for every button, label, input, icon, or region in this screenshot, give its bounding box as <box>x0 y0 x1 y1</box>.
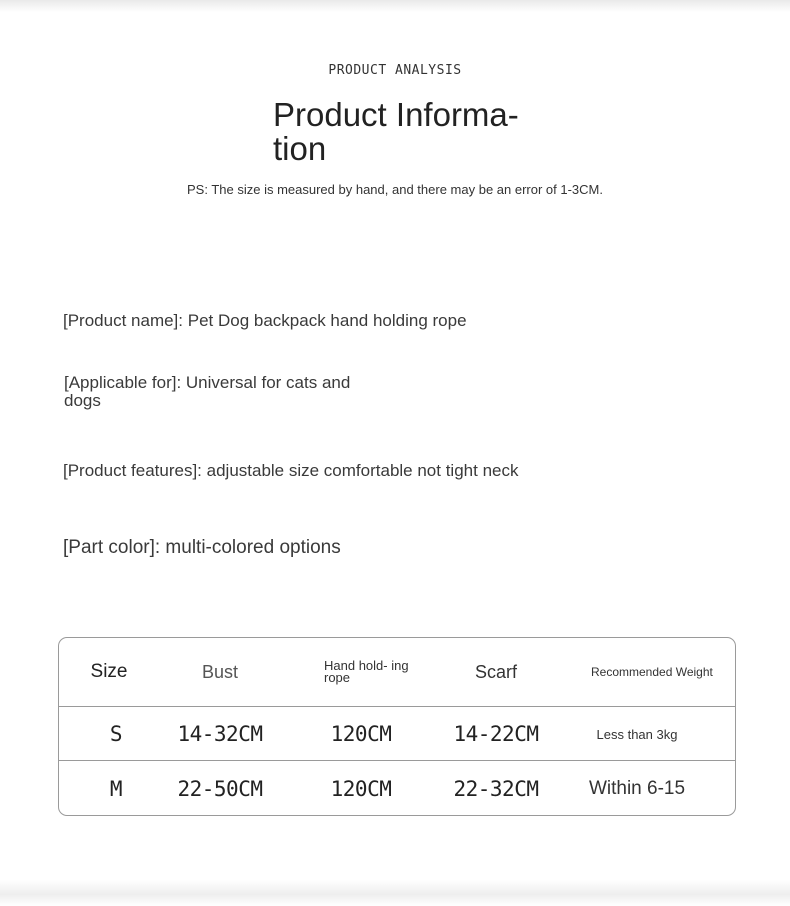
header-recommended-weight: Recommended Weight <box>591 664 713 679</box>
spec-product-features: [Product features]: adjustable size comfortable not tight neck <box>63 461 519 480</box>
table-header-row <box>59 638 735 706</box>
cell-rope: 120CM <box>330 776 392 801</box>
bottom-shadow <box>0 880 790 906</box>
cell-size: M <box>109 776 123 801</box>
spec-applicable-for: [Applicable for]: Universal for cats and dogs <box>64 373 351 410</box>
cell-bust: 14-32CM <box>177 722 263 746</box>
table-row <box>59 760 735 816</box>
header-scarf: Scarf <box>474 661 517 682</box>
spec-part-color: [Part color]: multi-colored options <box>63 537 341 558</box>
cell-scarf: 14-22CM <box>453 722 539 746</box>
table-row <box>59 706 735 761</box>
top-shadow <box>0 0 790 12</box>
header-bust: Bust <box>201 661 239 682</box>
cell-weight: Within 6-15 <box>588 777 686 799</box>
cell-rope: 120CM <box>330 722 392 746</box>
cell-bust: 22-50CM <box>177 776 263 801</box>
cell-weight: Less than 3kg <box>596 726 678 742</box>
cell-size: S <box>109 722 123 746</box>
cell-scarf: 22-32CM <box>453 776 539 801</box>
spec-product-name: [Product name]: Pet Dog backpack hand holding rope <box>63 311 467 330</box>
header-hand-holding-rope: Hand hold- ing rope <box>324 658 409 685</box>
header-size: Size <box>90 661 128 682</box>
page-title: Product Informa- tion <box>273 96 519 167</box>
size-table <box>58 637 736 816</box>
measurement-note: PS: The size is measured by hand, and there may be an error of 1-3CM. <box>187 182 603 197</box>
section-eyebrow: PRODUCT ANALYSIS <box>328 63 462 78</box>
